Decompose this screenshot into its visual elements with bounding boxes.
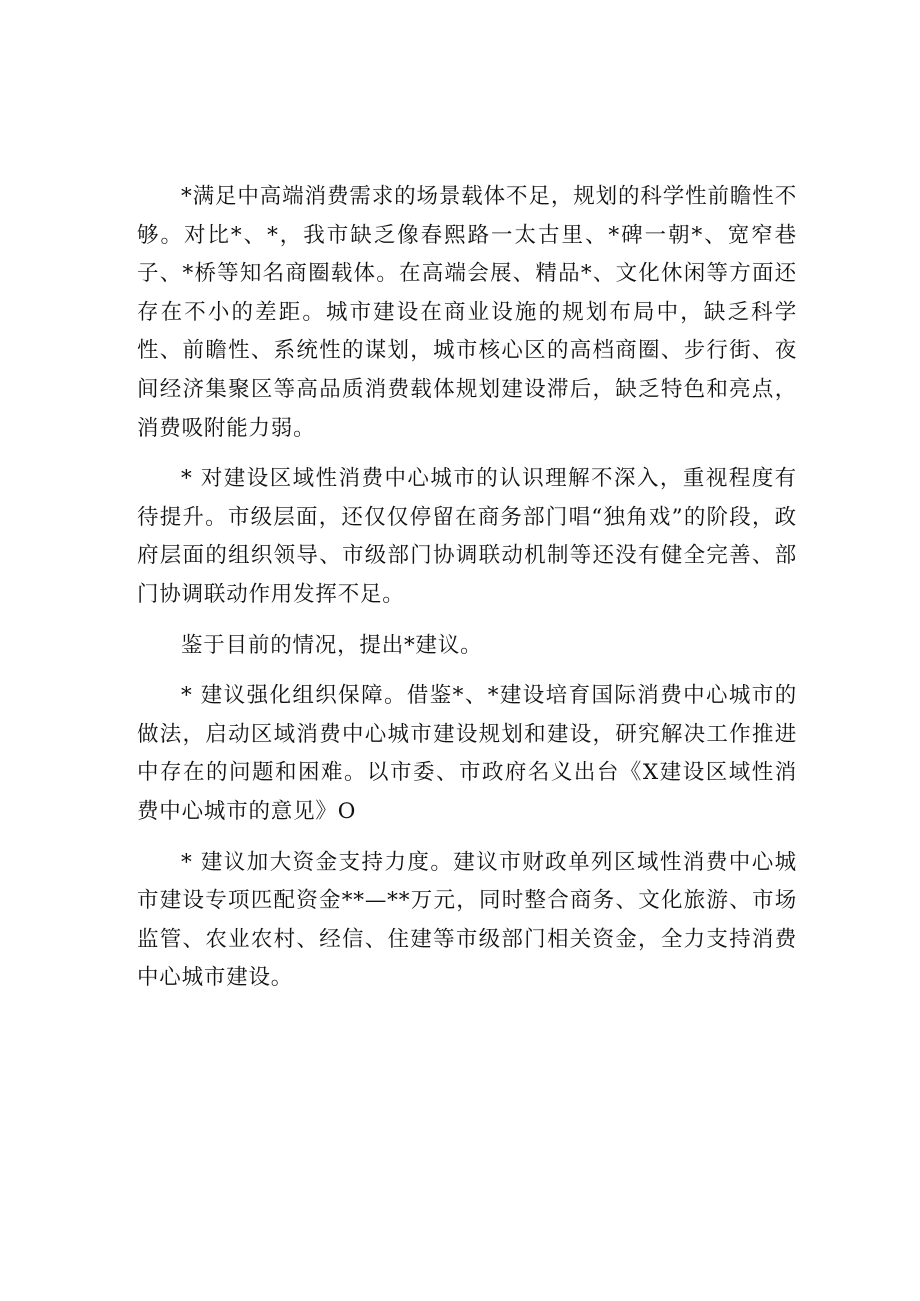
paragraph-suggestion-intro: 鉴于目前的情况，提出*建议。: [181, 632, 483, 658]
paragraph-scene-carriers: *满足中高端消费需求的场景载体不足，规划的科学性前瞻性不够。对比*、*，我市缺乏像春熙路一太古里、*碑一朝*、宽窄巷子、*桥等知名商圈载体。在高端会展、精品*、文化休闲等方面还存在不小的差距。城市建设在商业设施的规划布局中，缺乏科学性、前瞻性、系统性的谋划，城市核心区的高档商圈、步行街、夜间经济集聚区等高品质消费载体规划建设滞后，缺乏特色和亮点，消费吸附能力弱。: [137, 184, 797, 441]
paragraph-organization-guarantee: * 建议强化组织保障。借鉴*、*建设培育国际消费中心城市的做法，启动区域消费中心城市建设规划和建设，研究解决工作推进中存在的问题和困难。以市委、市政府名义出台《X建设区域性消费中心城市的意见》O: [137, 683, 797, 824]
document-body: [137, 178, 797, 1010]
paragraph-understanding: * 对建设区域性消费中心城市的认识理解不深入，重视程度有待提升。市级层面，还仅仅停留在商务部门唱“独角戏”的阶段，政府层面的组织领导、市级部门协调联动机制等还没有健全完善、部门协调联动作用发挥不足。: [137, 466, 797, 607]
paragraph-funding-support: * 建议加大资金支持力度。建议市财政单列区域性消费中心城市建设专项匹配资金**—**万元，同时整合商务、文化旅游、市场监管、农业农村、经信、住建等市级部门相关资金，全力支持消费中心城市建设。: [137, 849, 797, 991]
